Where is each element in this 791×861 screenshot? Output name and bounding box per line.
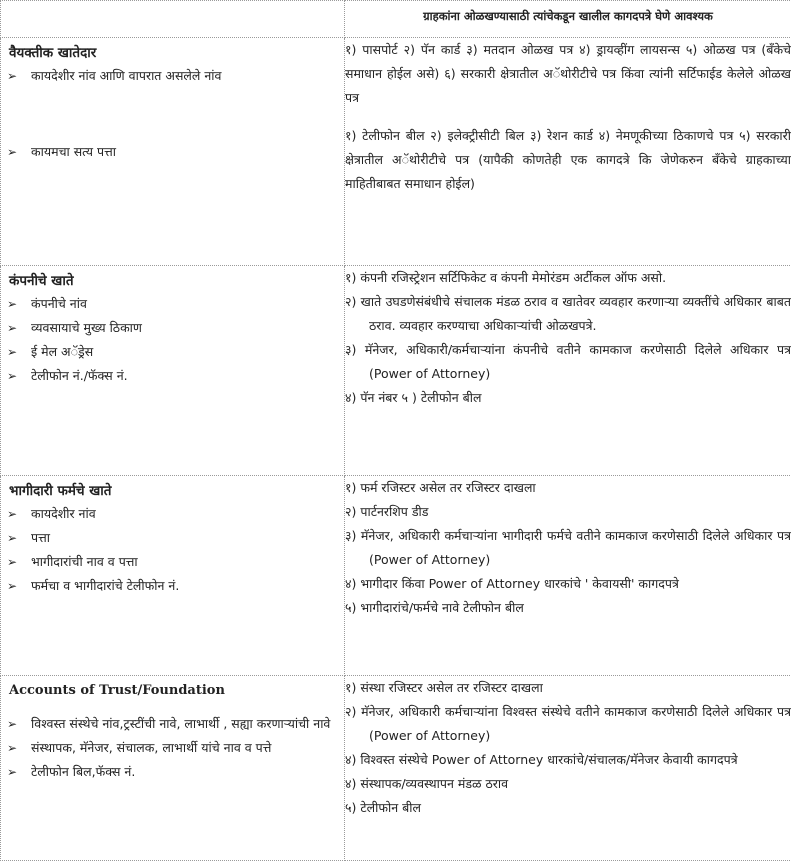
section-row-trust	[1, 676, 791, 861]
section-left-cell	[1, 38, 345, 266]
list-item	[5, 712, 344, 736]
doc-entry: १) टेलीफोन बील २) इलेक्ट्रीसीटी बिल ३) रेशन कार्ड ४) नेमणूकीच्या ठिकाणचे पत्र ५) सरकारी क्षेत्रातील अॅथोरीटीचे पत्र (यापैकी कोणतेही एक कागदत्रे कि जेणेकरुन बँकेचे ग्राहकाच्या माहितीबाबत समाधान होईल)	[345, 128, 791, 191]
list-item-text: संस्थापक, मॅनेजर, संचालक, लाभार्थी यांचे नाव व पत्ते	[31, 740, 272, 755]
section-docs-cell	[345, 266, 791, 476]
section-row-partnership	[1, 476, 791, 676]
doc-entry: १) फर्म रजिस्टर असेल तर रजिस्टर दाखला	[345, 480, 536, 495]
arrow-bullet-icon: ➢	[7, 741, 18, 755]
doc-entry: १) कंपनी रजिस्ट्रेशन सर्टिफिकेट व कंपनी मेमोरंडम अर्टीकल ऑफ असो.	[345, 270, 667, 285]
doc-entry: ३) मॅनेजर, अधिकारी कर्मचाऱ्यांना भागीदारी फर्मचे वतीने कामकाज करणेसाठी दिलेले अधिकार पत्र (Power of Attorney)	[345, 528, 791, 567]
section-docs-cell	[345, 676, 791, 861]
arrow-bullet-icon: ➢	[7, 531, 18, 545]
header-left-cell	[1, 1, 345, 38]
section-title: भागीदारी फर्मचे खाते	[9, 483, 112, 499]
section-left-cell	[1, 676, 345, 861]
doc-entry: ४) विश्वस्त संस्थेचे Power of Attorney धारकांचे/संचालक/मॅनेजर केवायी कागदपत्रे	[345, 752, 738, 767]
section-left-cell	[1, 476, 345, 676]
list-item	[5, 292, 344, 316]
list-item-text: ई मेल अॅड्रेस	[31, 344, 94, 359]
list-item	[5, 64, 344, 88]
arrow-bullet-icon: ➢	[7, 297, 18, 311]
doc-entry: २) पार्टनरशिप डीड	[345, 504, 429, 519]
list-item-text: विश्वस्त संस्थेचे नांव,ट्रस्टींची नावे, लाभार्थी , सह्या करणाऱ्यांची नावे	[31, 716, 331, 731]
list-item	[5, 340, 344, 364]
list-item-text: टेलीफोन बिल,फॅक्स नं.	[31, 764, 136, 779]
section-title: कंपनीचे खाते	[9, 273, 74, 289]
doc-entry: २) मॅनेजर, अधिकारी कर्मचाऱ्यांना विश्वस्त संस्थेचे वतीने कामकाज करणेसाठी दिलेले अधिकार पत्र (Power of Attorney)	[345, 704, 791, 743]
requirement-list	[1, 502, 344, 598]
doc-entry: ४) पॅन नंबर ५ ) टेलीफोन बील	[345, 390, 482, 405]
list-item	[5, 316, 344, 340]
section-row-individual	[1, 38, 791, 266]
arrow-bullet-icon: ➢	[7, 145, 18, 159]
requirement-list	[1, 292, 344, 388]
list-item	[5, 760, 344, 784]
list-item	[5, 574, 344, 598]
doc-entry: २) खाते उघडणेसंबंधीचे संचालक मंडळ ठराव व खातेवर व्यवहार करणाऱ्या व्यक्तींचे अधिकार बाबत ठराव. व्यवहार करण्याचा अधिकाऱ्यांची ओळखपत्रे.	[345, 294, 791, 333]
list-item	[5, 502, 344, 526]
section-title: वैयक्तीक खातेदार	[9, 45, 97, 61]
list-item-text: कायदेशीर नांव आणि वापरात असलेले नांव	[31, 68, 222, 83]
arrow-bullet-icon: ➢	[7, 321, 18, 335]
arrow-bullet-icon: ➢	[7, 369, 18, 383]
section-docs-cell	[345, 38, 791, 266]
requirement-list	[1, 712, 344, 784]
list-item	[5, 140, 344, 164]
section-title: Accounts of Trust/Foundation	[9, 683, 225, 698]
list-item	[5, 526, 344, 550]
list-item	[5, 364, 344, 388]
list-item-text: पत्ता	[31, 530, 50, 545]
doc-entry: ५) भागीदारांचे/फर्मचे नावे टेलीफोन बील	[345, 600, 524, 615]
list-item-text: कायमचा सत्य पत्ता	[31, 144, 116, 159]
section-docs-cell	[345, 476, 791, 676]
list-item-text: कायदेशीर नांव	[31, 506, 96, 521]
section-row-company	[1, 266, 791, 476]
header-row	[1, 1, 791, 38]
list-item-text: कंपनीचे नांव	[31, 296, 87, 311]
arrow-bullet-icon: ➢	[7, 765, 18, 779]
doc-entry: ४) भागीदार किंवा Power of Attorney धारकांचे ' केवायसी' कागदपत्रे	[345, 576, 679, 591]
doc-entry: ५) टेलीफोन बील	[345, 800, 421, 815]
arrow-bullet-icon: ➢	[7, 555, 18, 569]
list-item-text: व्यवसायाचे मुख्य ठिकाण	[31, 320, 142, 335]
header-title: ग्राहकांना ओळखण्यासाठी त्यांचेकडून खालील कागदपत्रे घेणे आवश्यक	[345, 1, 791, 38]
section-left-cell	[1, 266, 345, 476]
doc-entry: ३) मॅनेजर, अधिकारी/कर्मचाऱ्यांना कंपनीचे वतीने कामकाज करणेसाठी दिलेले अधिकार पत्र (Power of Attorney)	[345, 342, 791, 381]
list-item-text: टेलीफोन नं./फॅक्स नं.	[31, 368, 128, 383]
doc-entry: १) पासपोर्ट २) पॅन कार्ड ३) मतदान ओळख पत्र ४) ड्रायव्हींग लायसन्स ५) ओळख पत्र (बँकेचे समाधान होईल असे) ६) सरकारी क्षेत्रातील अॅथोरीटीचे पत्र किंवा त्यांनी सर्टिफाईड केलेले ओळख पत्र	[345, 42, 791, 105]
doc-entry: ४) संस्थापक/व्यवस्थापन मंडळ ठराव	[345, 776, 509, 791]
arrow-bullet-icon: ➢	[7, 507, 18, 521]
list-item	[5, 736, 344, 760]
requirement-list	[1, 64, 344, 164]
arrow-bullet-icon: ➢	[7, 69, 18, 83]
list-item-text: भागीदारांची नाव व पत्ता	[31, 554, 138, 569]
list-item-text: फर्मचा व भागीदारांचे टेलीफोन नं.	[31, 578, 180, 593]
arrow-bullet-icon: ➢	[7, 717, 18, 731]
arrow-bullet-icon: ➢	[7, 579, 18, 593]
doc-entry: १) संस्था रजिस्टर असेल तर रजिस्टर दाखला	[345, 680, 543, 695]
arrow-bullet-icon: ➢	[7, 345, 18, 359]
list-item	[5, 550, 344, 574]
